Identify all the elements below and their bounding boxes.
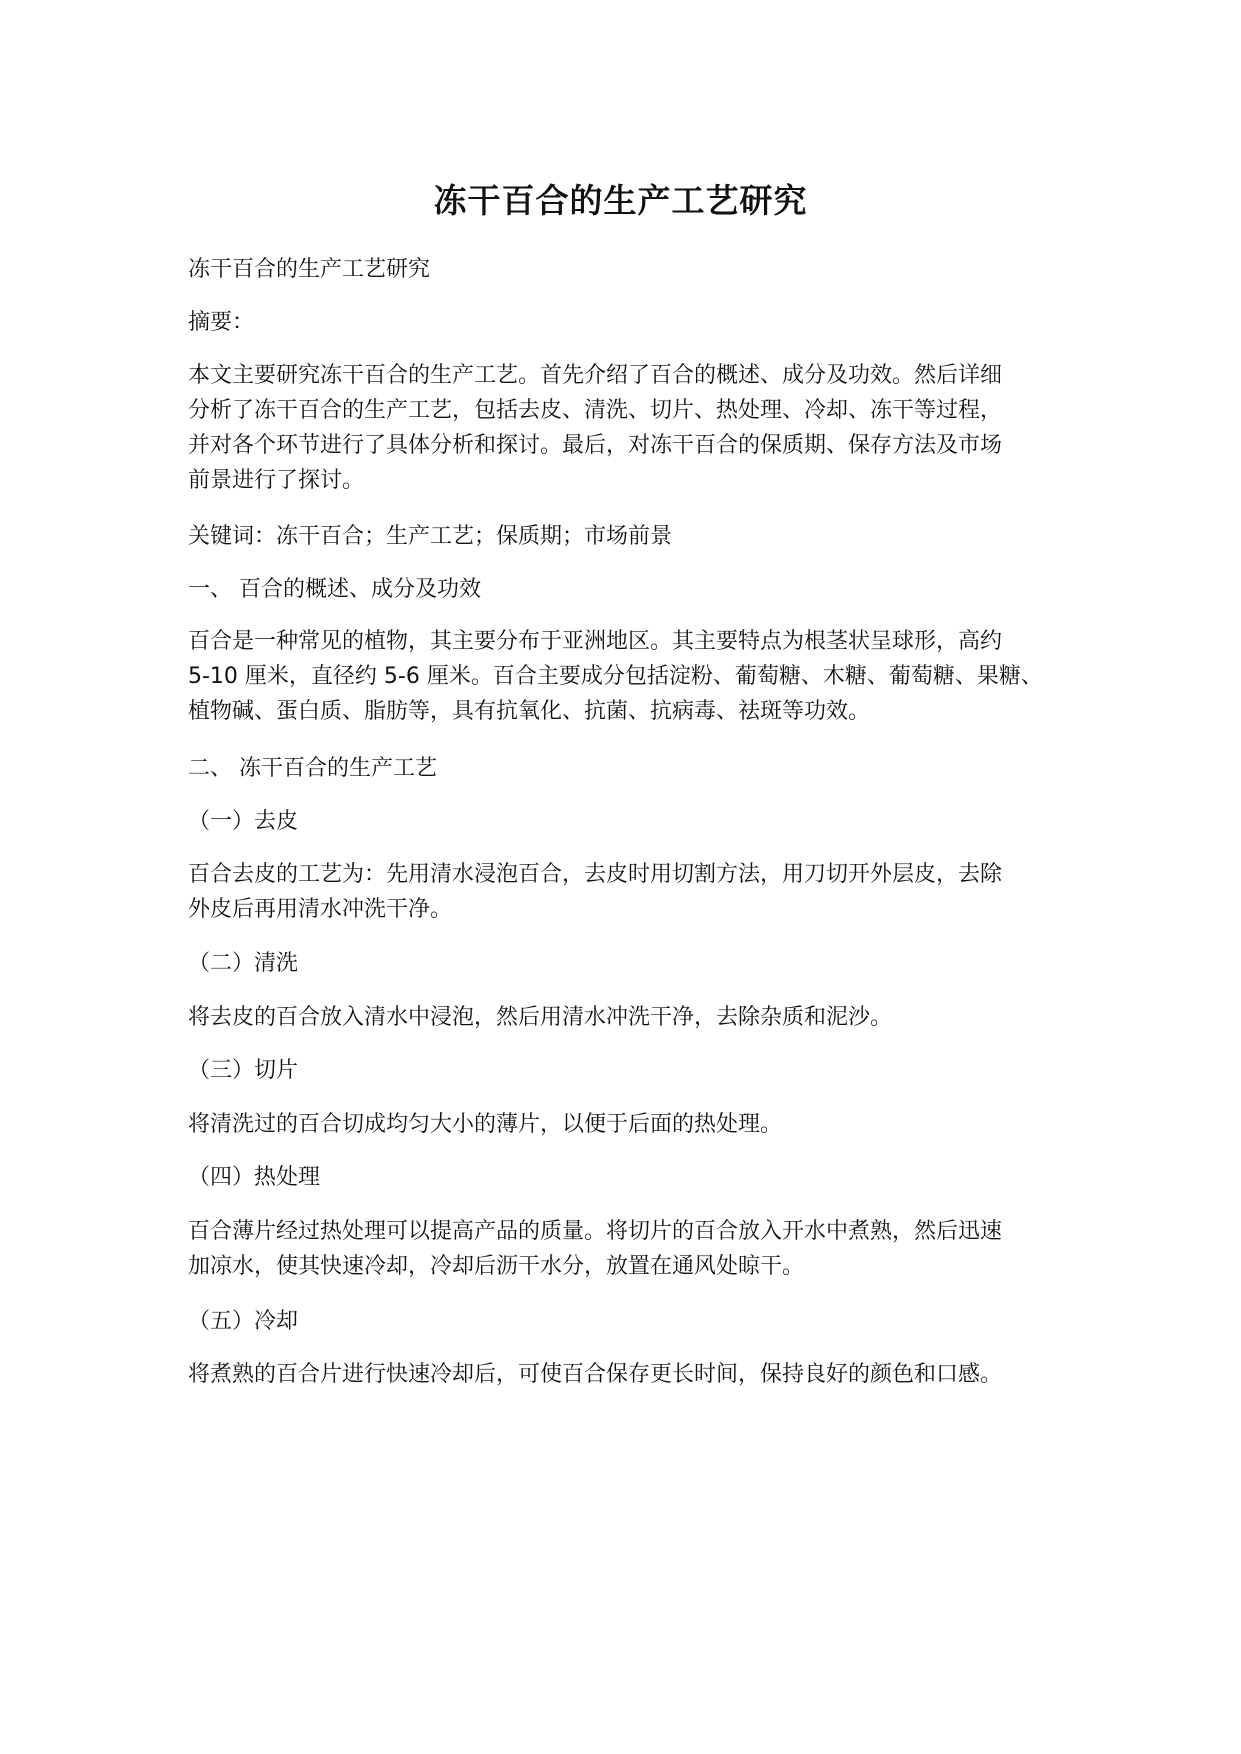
section-1-line: 5-10 厘米，直径约 5-6 厘米。百合主要成分包括淀粉、葡萄糖、木糖、葡萄糖、果糖、 xyxy=(188,664,1043,689)
abstract-line: 本文主要研究冻干百合的生产工艺。首先介绍了百合的概述、成分及功效。然后详细 xyxy=(188,363,1003,388)
subsection-3-heading: （三）切片 xyxy=(188,1058,299,1083)
subsection-2-heading: （二）清洗 xyxy=(188,951,299,976)
abstract-label: 摘要： xyxy=(188,310,255,335)
abstract-line: 分析了冻干百合的生产工艺，包括去皮、清洗、切片、热处理、冷却、冻干等过程， xyxy=(188,398,1003,423)
subsection-1-paragraph xyxy=(188,857,1088,927)
document-title: 冻干百合的生产工艺研究 xyxy=(433,181,808,220)
section-1-line: 植物碱、蛋白质、脂肪等，具有抗氧化、抗菌、抗病毒、祛斑等功效。 xyxy=(188,699,871,724)
section-1-line: 百合是一种常见的植物，其主要分布于亚洲地区。其主要特点为根茎状呈球形，高约 xyxy=(188,629,1003,654)
abstract-line: 并对各个环节进行了具体分析和探讨。最后，对冻干百合的保质期、保存方法及市场 xyxy=(188,433,1003,458)
subsection-1-heading: （一）去皮 xyxy=(188,809,299,834)
section-1-paragraph xyxy=(188,624,1088,729)
subsection-4-heading: （四）热处理 xyxy=(188,1165,321,1190)
section-2-heading: 二、 冻干百合的生产工艺 xyxy=(188,756,437,781)
subsection-1-line: 百合去皮的工艺为：先用清水浸泡百合，去皮时用切割方法，用刀切开外层皮，去除 xyxy=(188,862,1003,887)
section-1-heading: 一、 百合的概述、成分及功效 xyxy=(188,577,481,602)
subsection-2-paragraph: 将去皮的百合放入清水中浸泡，然后用清水冲洗干净，去除杂质和泥沙。 xyxy=(188,1005,893,1030)
keywords: 关键词：冻干百合；生产工艺；保质期；市场前景 xyxy=(188,524,673,549)
subsection-3-paragraph: 将清洗过的百合切成均匀大小的薄片，以便于后面的热处理。 xyxy=(188,1112,783,1137)
abstract-line: 前景进行了探讨。 xyxy=(188,468,365,493)
subsection-4-line: 百合薄片经过热处理可以提高产品的质量。将切片的百合放入开水中煮熟，然后迅速 xyxy=(188,1219,1003,1244)
subsection-4-line: 加凉水，使其快速冷却，冷却后沥干水分，放置在通风处晾干。 xyxy=(188,1254,805,1279)
subtitle: 冻干百合的生产工艺研究 xyxy=(188,257,431,282)
subsection-4-paragraph xyxy=(188,1214,1088,1284)
subsection-1-line: 外皮后再用清水冲洗干净。 xyxy=(188,897,453,922)
abstract-paragraph xyxy=(188,358,1088,498)
subsection-5-paragraph: 将煮熟的百合片进行快速冷却后，可使百合保存更长时间，保持良好的颜色和口感。 xyxy=(188,1362,1003,1387)
subsection-5-heading: （五）冷却 xyxy=(188,1309,299,1334)
